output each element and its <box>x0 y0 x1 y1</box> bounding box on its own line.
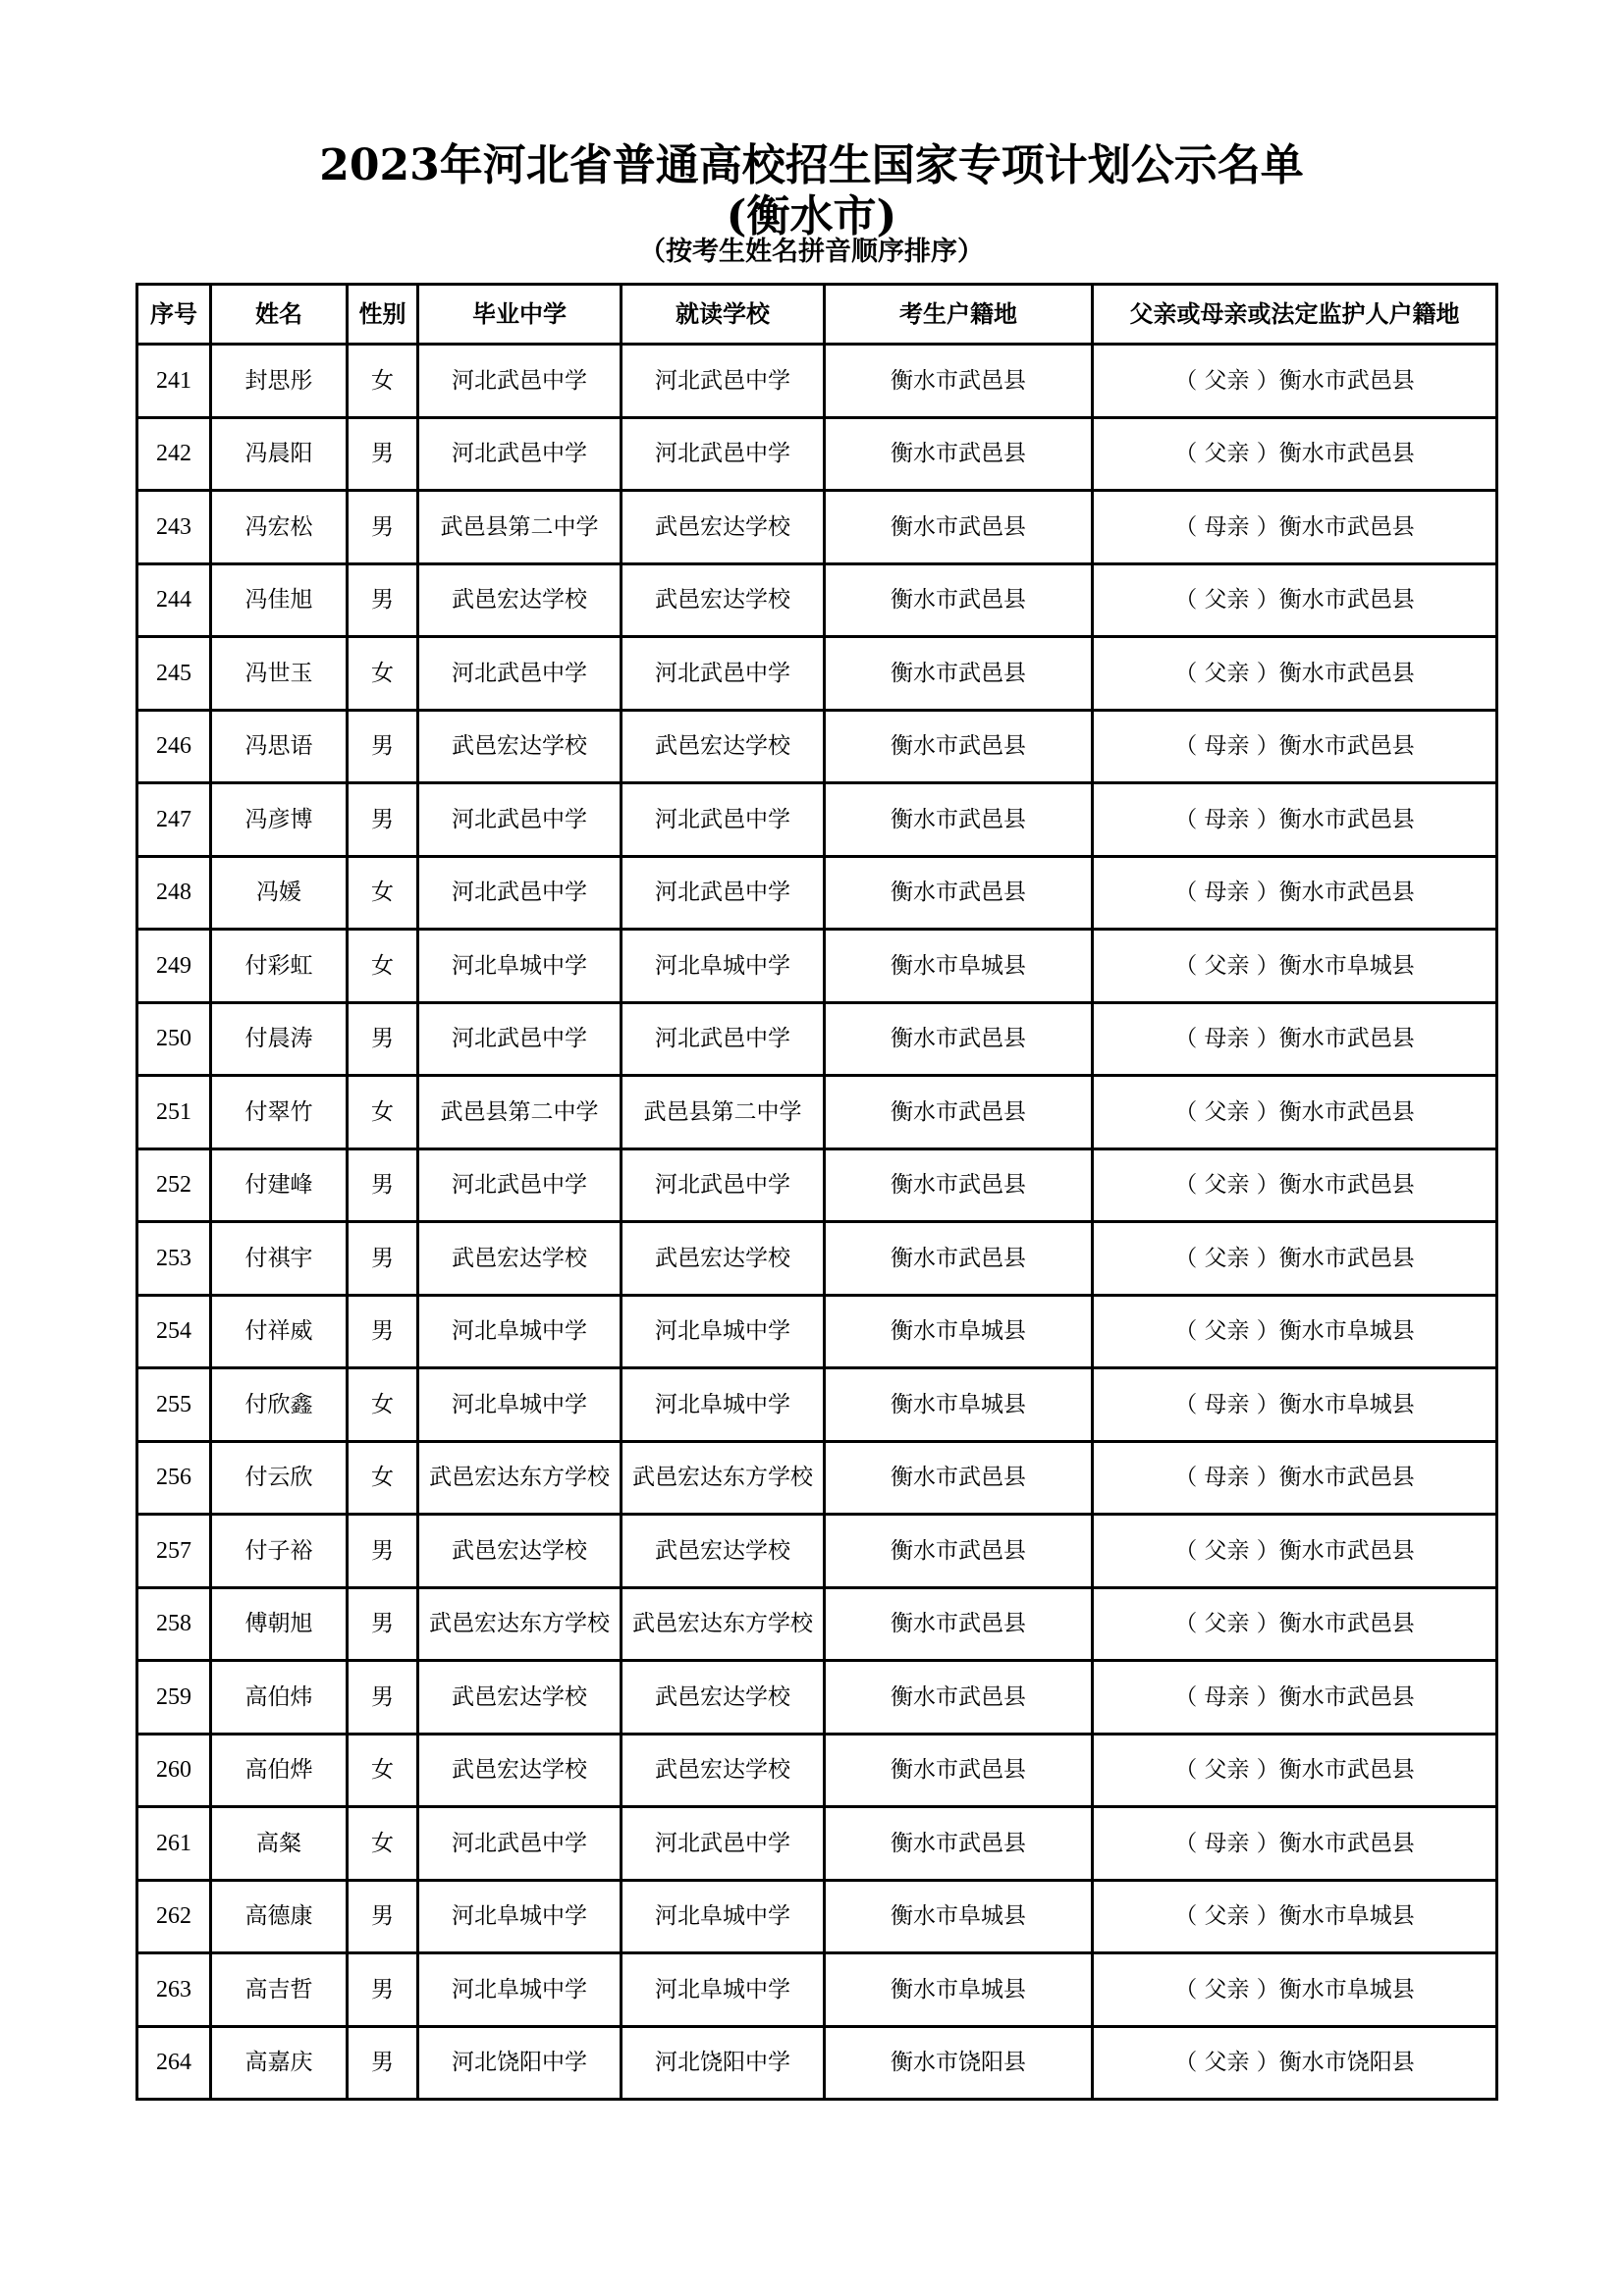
cell-name: 冯思语 <box>211 710 348 783</box>
cell-index: 256 <box>137 1441 211 1515</box>
cell-current-school: 河北武邑中学 <box>622 1148 825 1222</box>
table-row <box>137 1734 1497 1807</box>
cell-guardian-hukou: （ 父亲 ）衡水市武邑县 <box>1093 1148 1497 1222</box>
cell-student-hukou: 衡水市武邑县 <box>825 1807 1093 1881</box>
table-row <box>137 1587 1497 1661</box>
cell-name: 傅朝旭 <box>211 1587 348 1661</box>
cell-name: 冯媛 <box>211 856 348 930</box>
cell-name: 付祺宇 <box>211 1222 348 1296</box>
cell-gender: 女 <box>348 856 418 930</box>
cell-guardian-hukou: （ 母亲 ）衡水市武邑县 <box>1093 1807 1497 1881</box>
cell-current-school: 河北武邑中学 <box>622 1807 825 1881</box>
cell-current-school: 武邑宏达学校 <box>622 710 825 783</box>
cell-name: 付彩虹 <box>211 930 348 1003</box>
table-row <box>137 1441 1497 1515</box>
cell-guardian-hukou: （ 父亲 ）衡水市武邑县 <box>1093 1515 1497 1588</box>
cell-name: 高伯炜 <box>211 1661 348 1735</box>
cell-current-school: 武邑宏达东方学校 <box>622 1587 825 1661</box>
cell-index: 243 <box>137 491 211 564</box>
cell-student-hukou: 衡水市武邑县 <box>825 1515 1093 1588</box>
cell-gender: 女 <box>348 1441 418 1515</box>
cell-index: 244 <box>137 563 211 637</box>
cell-guardian-hukou: （ 父亲 ）衡水市武邑县 <box>1093 1734 1497 1807</box>
cell-index: 264 <box>137 2026 211 2100</box>
cell-gender: 女 <box>348 1368 418 1442</box>
cell-student-hukou: 衡水市阜城县 <box>825 1368 1093 1442</box>
cell-guardian-hukou: （ 父亲 ）衡水市武邑县 <box>1093 1222 1497 1296</box>
cell-student-hukou: 衡水市武邑县 <box>825 1661 1093 1735</box>
cell-index: 251 <box>137 1076 211 1149</box>
cell-graduated-school: 武邑宏达学校 <box>418 1661 622 1735</box>
cell-name: 封思彤 <box>211 345 348 418</box>
table-row <box>137 856 1497 930</box>
cell-name: 付欣鑫 <box>211 1368 348 1442</box>
cell-graduated-school: 河北武邑中学 <box>418 637 622 711</box>
cell-current-school: 河北武邑中学 <box>622 637 825 711</box>
cell-graduated-school: 河北阜城中学 <box>418 1880 622 1953</box>
cell-guardian-hukou: （ 父亲 ）衡水市武邑县 <box>1093 637 1497 711</box>
cell-name: 付建峰 <box>211 1148 348 1222</box>
cell-index: 258 <box>137 1587 211 1661</box>
table-row <box>137 1515 1497 1588</box>
table-row <box>137 783 1497 857</box>
cell-guardian-hukou: （ 母亲 ）衡水市阜城县 <box>1093 1368 1497 1442</box>
cell-gender: 男 <box>348 1880 418 1953</box>
table-row <box>137 2026 1497 2100</box>
table-header-row <box>137 285 1497 345</box>
cell-graduated-school: 河北阜城中学 <box>418 1368 622 1442</box>
cell-student-hukou: 衡水市武邑县 <box>825 1076 1093 1149</box>
cell-graduated-school: 武邑县第二中学 <box>418 491 622 564</box>
cell-student-hukou: 衡水市武邑县 <box>825 417 1093 491</box>
cell-gender: 女 <box>348 1076 418 1149</box>
cell-index: 242 <box>137 417 211 491</box>
table-row <box>137 563 1497 637</box>
cell-name: 高伯烨 <box>211 1734 348 1807</box>
cell-guardian-hukou: （ 母亲 ）衡水市武邑县 <box>1093 710 1497 783</box>
table-row <box>137 1880 1497 1953</box>
cell-index: 248 <box>137 856 211 930</box>
cell-index: 252 <box>137 1148 211 1222</box>
cell-student-hukou: 衡水市武邑县 <box>825 1002 1093 1076</box>
cell-guardian-hukou: （ 父亲 ）衡水市阜城县 <box>1093 1295 1497 1368</box>
cell-graduated-school: 武邑宏达学校 <box>418 563 622 637</box>
cell-graduated-school: 河北武邑中学 <box>418 783 622 857</box>
cell-gender: 男 <box>348 1953 418 2027</box>
cell-student-hukou: 衡水市武邑县 <box>825 1441 1093 1515</box>
cell-current-school: 武邑县第二中学 <box>622 1076 825 1149</box>
cell-gender: 男 <box>348 783 418 857</box>
table-row <box>137 1368 1497 1442</box>
cell-student-hukou: 衡水市武邑县 <box>825 1587 1093 1661</box>
sort-order-note: （按考生姓名拼音顺序排序） <box>639 237 984 267</box>
header-col-index: 序号 <box>137 285 211 345</box>
cell-name: 付云欣 <box>211 1441 348 1515</box>
cell-current-school: 河北阜城中学 <box>622 930 825 1003</box>
cell-gender: 男 <box>348 710 418 783</box>
cell-name: 冯宏松 <box>211 491 348 564</box>
header-col-gender: 性别 <box>348 285 418 345</box>
cell-current-school: 武邑宏达学校 <box>622 1222 825 1296</box>
cell-name: 付祥威 <box>211 1295 348 1368</box>
document-subtitle-city: (衡水市) <box>726 191 897 241</box>
cell-student-hukou: 衡水市阜城县 <box>825 1953 1093 2027</box>
cell-current-school: 河北武邑中学 <box>622 345 825 418</box>
cell-graduated-school: 河北武邑中学 <box>418 345 622 418</box>
cell-gender: 男 <box>348 417 418 491</box>
header-col-graduated-school: 毕业中学 <box>418 285 622 345</box>
cell-student-hukou: 衡水市武邑县 <box>825 345 1093 418</box>
cell-current-school: 河北武邑中学 <box>622 1002 825 1076</box>
cell-index: 247 <box>137 783 211 857</box>
cell-current-school: 武邑宏达东方学校 <box>622 1441 825 1515</box>
table-row <box>137 1953 1497 2027</box>
cell-student-hukou: 衡水市武邑县 <box>825 563 1093 637</box>
cell-gender: 女 <box>348 637 418 711</box>
cell-gender: 男 <box>348 1295 418 1368</box>
table-row <box>137 1295 1497 1368</box>
cell-student-hukou: 衡水市饶阳县 <box>825 2026 1093 2100</box>
cell-index: 262 <box>137 1880 211 1953</box>
cell-index: 250 <box>137 1002 211 1076</box>
cell-graduated-school: 河北阜城中学 <box>418 930 622 1003</box>
cell-gender: 男 <box>348 1148 418 1222</box>
cell-index: 241 <box>137 345 211 418</box>
table-row <box>137 1807 1497 1881</box>
cell-current-school: 武邑宏达学校 <box>622 1515 825 1588</box>
cell-student-hukou: 衡水市武邑县 <box>825 637 1093 711</box>
cell-gender: 男 <box>348 563 418 637</box>
cell-index: 257 <box>137 1515 211 1588</box>
cell-current-school: 河北武邑中学 <box>622 417 825 491</box>
admission-list-table <box>135 283 1498 2101</box>
table-row <box>137 710 1497 783</box>
cell-guardian-hukou: （ 父亲 ）衡水市武邑县 <box>1093 1076 1497 1149</box>
cell-name: 冯彦博 <box>211 783 348 857</box>
table-row <box>137 345 1497 418</box>
cell-current-school: 河北武邑中学 <box>622 856 825 930</box>
cell-name: 高吉哲 <box>211 1953 348 2027</box>
document-title: 2023年河北省普通高校招生国家专项计划公示名单 <box>319 140 1304 190</box>
cell-gender: 男 <box>348 2026 418 2100</box>
cell-guardian-hukou: （ 父亲 ）衡水市饶阳县 <box>1093 2026 1497 2100</box>
cell-current-school: 武邑宏达学校 <box>622 1661 825 1735</box>
cell-guardian-hukou: （ 父亲 ）衡水市阜城县 <box>1093 1880 1497 1953</box>
cell-current-school: 武邑宏达学校 <box>622 563 825 637</box>
cell-graduated-school: 武邑宏达学校 <box>418 1222 622 1296</box>
cell-guardian-hukou: （ 母亲 ）衡水市武邑县 <box>1093 491 1497 564</box>
cell-index: 249 <box>137 930 211 1003</box>
cell-graduated-school: 武邑宏达学校 <box>418 1515 622 1588</box>
cell-current-school: 武邑宏达学校 <box>622 1734 825 1807</box>
table-row <box>137 1148 1497 1222</box>
cell-gender: 女 <box>348 930 418 1003</box>
cell-graduated-school: 河北饶阳中学 <box>418 2026 622 2100</box>
cell-guardian-hukou: （ 父亲 ）衡水市阜城县 <box>1093 1953 1497 2027</box>
cell-name: 付翠竹 <box>211 1076 348 1149</box>
header-col-student-hukou: 考生户籍地 <box>825 285 1093 345</box>
cell-graduated-school: 武邑宏达东方学校 <box>418 1587 622 1661</box>
cell-graduated-school: 河北武邑中学 <box>418 1148 622 1222</box>
cell-guardian-hukou: （ 父亲 ）衡水市武邑县 <box>1093 1587 1497 1661</box>
cell-gender: 女 <box>348 345 418 418</box>
cell-guardian-hukou: （ 父亲 ）衡水市武邑县 <box>1093 345 1497 418</box>
header-col-current-school: 就读学校 <box>622 285 825 345</box>
cell-name: 冯佳旭 <box>211 563 348 637</box>
cell-student-hukou: 衡水市武邑县 <box>825 1734 1093 1807</box>
cell-student-hukou: 衡水市阜城县 <box>825 930 1093 1003</box>
cell-graduated-school: 武邑宏达东方学校 <box>418 1441 622 1515</box>
cell-graduated-school: 河北武邑中学 <box>418 1002 622 1076</box>
cell-graduated-school: 河北阜城中学 <box>418 1953 622 2027</box>
cell-index: 254 <box>137 1295 211 1368</box>
cell-index: 260 <box>137 1734 211 1807</box>
cell-graduated-school: 河北武邑中学 <box>418 1807 622 1881</box>
cell-guardian-hukou: （ 父亲 ）衡水市武邑县 <box>1093 417 1497 491</box>
cell-gender: 男 <box>348 1661 418 1735</box>
cell-student-hukou: 衡水市武邑县 <box>825 1148 1093 1222</box>
cell-student-hukou: 衡水市阜城县 <box>825 1880 1093 1953</box>
cell-current-school: 河北武邑中学 <box>622 783 825 857</box>
table-row <box>137 1076 1497 1149</box>
cell-student-hukou: 衡水市武邑县 <box>825 491 1093 564</box>
cell-index: 246 <box>137 710 211 783</box>
cell-gender: 女 <box>348 1734 418 1807</box>
cell-graduated-school: 武邑宏达学校 <box>418 710 622 783</box>
cell-gender: 女 <box>348 1807 418 1881</box>
cell-graduated-school: 河北武邑中学 <box>418 856 622 930</box>
cell-current-school: 河北阜城中学 <box>622 1953 825 2027</box>
cell-guardian-hukou: （ 母亲 ）衡水市武邑县 <box>1093 1661 1497 1735</box>
table-row <box>137 1222 1497 1296</box>
cell-index: 261 <box>137 1807 211 1881</box>
cell-current-school: 河北阜城中学 <box>622 1368 825 1442</box>
cell-name: 付子裕 <box>211 1515 348 1588</box>
cell-name: 高粲 <box>211 1807 348 1881</box>
cell-guardian-hukou: （ 父亲 ）衡水市武邑县 <box>1093 563 1497 637</box>
cell-student-hukou: 衡水市武邑县 <box>825 856 1093 930</box>
cell-guardian-hukou: （ 母亲 ）衡水市武邑县 <box>1093 1441 1497 1515</box>
cell-guardian-hukou: （ 母亲 ）衡水市武邑县 <box>1093 783 1497 857</box>
cell-graduated-school: 河北武邑中学 <box>418 417 622 491</box>
cell-graduated-school: 武邑县第二中学 <box>418 1076 622 1149</box>
table-row <box>137 491 1497 564</box>
table-row <box>137 1002 1497 1076</box>
cell-index: 263 <box>137 1953 211 2027</box>
cell-current-school: 河北阜城中学 <box>622 1295 825 1368</box>
cell-name: 冯世玉 <box>211 637 348 711</box>
cell-gender: 男 <box>348 1002 418 1076</box>
cell-index: 255 <box>137 1368 211 1442</box>
cell-student-hukou: 衡水市武邑县 <box>825 710 1093 783</box>
cell-guardian-hukou: （ 母亲 ）衡水市武邑县 <box>1093 856 1497 930</box>
cell-gender: 男 <box>348 491 418 564</box>
cell-guardian-hukou: （ 父亲 ）衡水市阜城县 <box>1093 930 1497 1003</box>
header-col-name: 姓名 <box>211 285 348 345</box>
table-row <box>137 930 1497 1003</box>
cell-graduated-school: 河北阜城中学 <box>418 1295 622 1368</box>
table-row <box>137 1661 1497 1735</box>
cell-gender: 男 <box>348 1515 418 1588</box>
cell-index: 253 <box>137 1222 211 1296</box>
cell-gender: 男 <box>348 1222 418 1296</box>
cell-name: 高嘉庆 <box>211 2026 348 2100</box>
cell-name: 冯晨阳 <box>211 417 348 491</box>
cell-gender: 男 <box>348 1587 418 1661</box>
cell-student-hukou: 衡水市武邑县 <box>825 1222 1093 1296</box>
cell-current-school: 河北阜城中学 <box>622 1880 825 1953</box>
cell-current-school: 河北饶阳中学 <box>622 2026 825 2100</box>
cell-student-hukou: 衡水市武邑县 <box>825 783 1093 857</box>
cell-index: 245 <box>137 637 211 711</box>
cell-name: 付晨涛 <box>211 1002 348 1076</box>
cell-student-hukou: 衡水市阜城县 <box>825 1295 1093 1368</box>
cell-current-school: 武邑宏达学校 <box>622 491 825 564</box>
table-row <box>137 637 1497 711</box>
header-col-guardian-hukou: 父亲或母亲或法定监护人户籍地 <box>1093 285 1497 345</box>
cell-graduated-school: 武邑宏达学校 <box>418 1734 622 1807</box>
cell-index: 259 <box>137 1661 211 1735</box>
cell-name: 高德康 <box>211 1880 348 1953</box>
table-row <box>137 417 1497 491</box>
cell-guardian-hukou: （ 母亲 ）衡水市武邑县 <box>1093 1002 1497 1076</box>
